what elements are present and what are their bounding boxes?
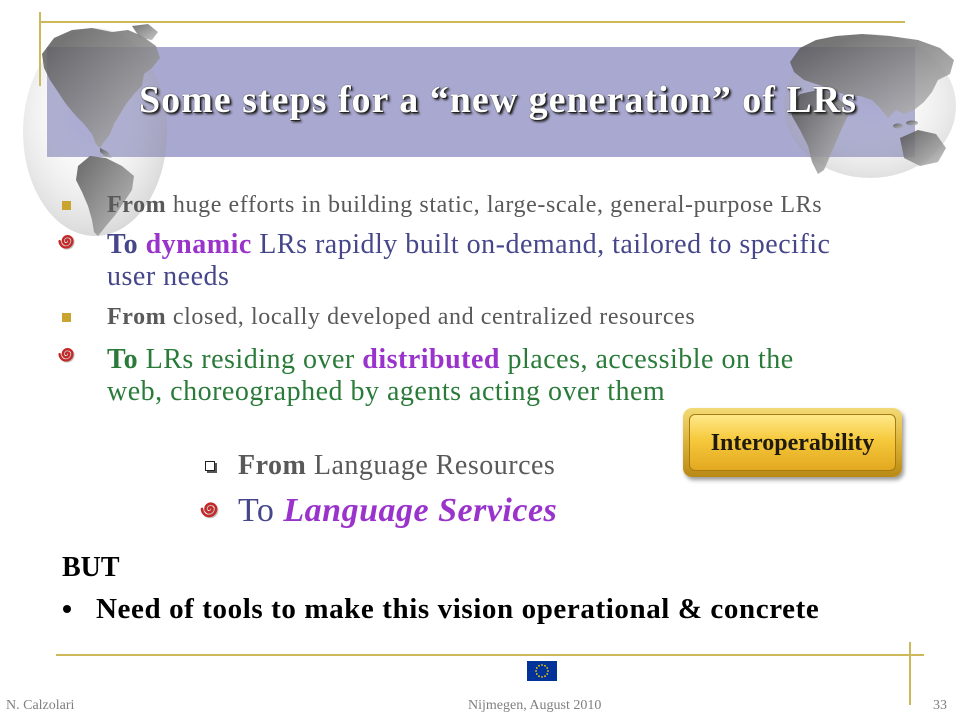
bullet-from-static: [107, 191, 822, 219]
bullet-lead: To: [107, 229, 139, 260]
badge-label: Interoperability: [710, 429, 875, 456]
hollow-square-bullet-icon: [205, 461, 215, 471]
bullet-text: huge efforts in building static, large-scale, general-purpose LRs: [172, 192, 823, 218]
bullet-lead: To: [107, 344, 139, 375]
spiral-bullet-icon: [56, 232, 76, 252]
badge-face: [689, 414, 896, 471]
eu-flag-icon: [527, 661, 557, 681]
bullet-highlight: distributed: [362, 344, 500, 375]
sub-bullet-to-services: [238, 491, 557, 531]
bullet-from-closed: [107, 303, 695, 331]
round-bullet-icon: [63, 605, 71, 613]
gold-rule-bottom: [56, 654, 924, 656]
footer-author: N. Calzolari: [6, 698, 75, 713]
slide-title: Some steps for a “new generation” of LRs: [139, 79, 857, 121]
spiral-bullet-icon: [56, 345, 76, 365]
bullet-text: LRs rapidly built on-demand, tailored to specific user needs: [107, 229, 831, 292]
bullet-lead: From: [107, 304, 167, 330]
bullet-highlight: dynamic: [145, 229, 252, 260]
square-bullet-icon: [62, 313, 71, 322]
footer-event: Nijmegen, August 2010: [468, 698, 602, 713]
interoperability-badge: [683, 408, 902, 477]
sub-bullet-lead: To: [238, 492, 275, 529]
conclusion-heading: BUT: [62, 552, 120, 583]
conclusion-point: Need of tools to make this vision operational & concrete: [96, 593, 820, 625]
gold-rule-right: [909, 642, 911, 705]
sub-bullet-highlight: Language Services: [283, 492, 558, 529]
bullet-to-distributed: [107, 344, 847, 408]
bullet-text-before: LRs residing over: [145, 344, 355, 375]
footer-page-number: 33: [933, 698, 947, 713]
spiral-bullet-icon: [198, 499, 220, 521]
bullet-lead: From: [107, 192, 167, 218]
sub-bullet-from-resources: [238, 450, 555, 482]
sub-bullet-lead: From: [238, 450, 307, 481]
bullet-text: closed, locally developed and centralized resources: [172, 304, 696, 330]
gold-rule-top: [40, 21, 905, 23]
sub-bullet-text: Language Resources: [313, 450, 556, 481]
square-bullet-icon: [62, 201, 71, 210]
bullet-to-dynamic: [107, 229, 847, 293]
bullet-text: places, accessible on the web, choreographed by agents acting over them: [107, 344, 794, 407]
